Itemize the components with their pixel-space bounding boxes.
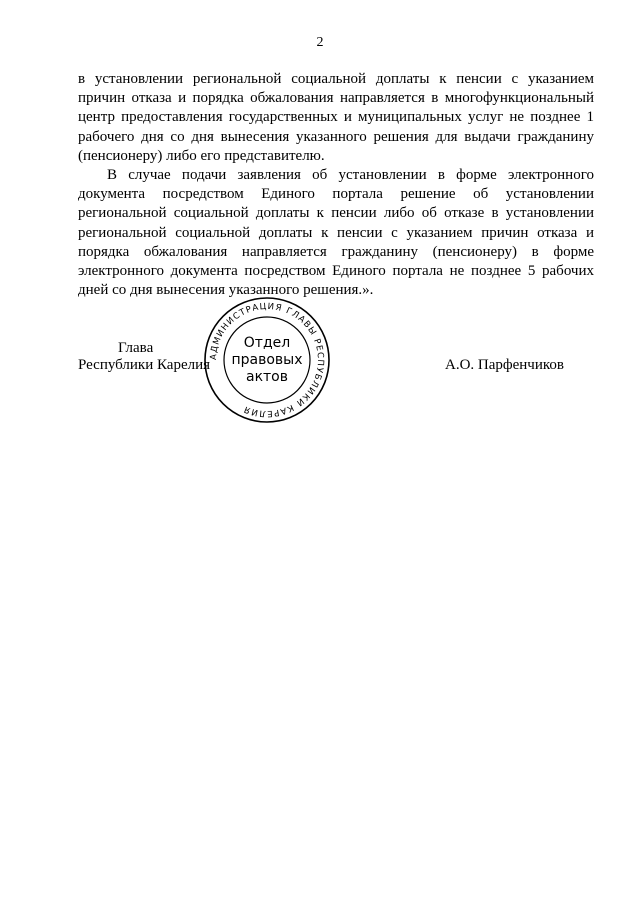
paragraph: В случае подачи заявления об установлении в форме электронного документа посредством Единого портала решение об установлении региональной социальной доплаты к пенсии либо об отказе в установлении региональной социальной доплаты к пенсии с указанием причин отказа и порядка обжалования направляется гражданину (пенсионеру) в форме электронного документа посредством Единого портала не позднее 5 рабочих дней со дня вынесения указанного решения.». bbox=[78, 167, 594, 299]
page-number: 2 bbox=[316, 35, 324, 50]
stamp-line-1: Отдел bbox=[243, 335, 291, 351]
signatory-title: Глава bbox=[118, 340, 154, 356]
signatory-name: А.О. Парфенчиков bbox=[445, 357, 564, 373]
stamp-line-2: правовых bbox=[231, 352, 303, 368]
document-body bbox=[78, 70, 594, 300]
stamp-ring-text: АДМИНИСТРАЦИЯ ГЛАВЫ РЕСПУБЛИКИ КАРЕЛИЯ bbox=[208, 301, 326, 419]
signatory-region: Республики Карелия bbox=[78, 357, 211, 373]
stamp-seal bbox=[202, 295, 332, 425]
stamp-line-3: актов bbox=[245, 369, 289, 385]
paragraph: в установлении региональной социальной доплаты к пенсии с указанием причин отказа и порядка обжалования направляется в многофункциональный центр предоставления государственных и муниципальных услуг не позднее 1 рабочего дня со дня вынесения указанного решения для выдачи гражданину (пенсионеру) либо его представителю. bbox=[78, 71, 594, 164]
